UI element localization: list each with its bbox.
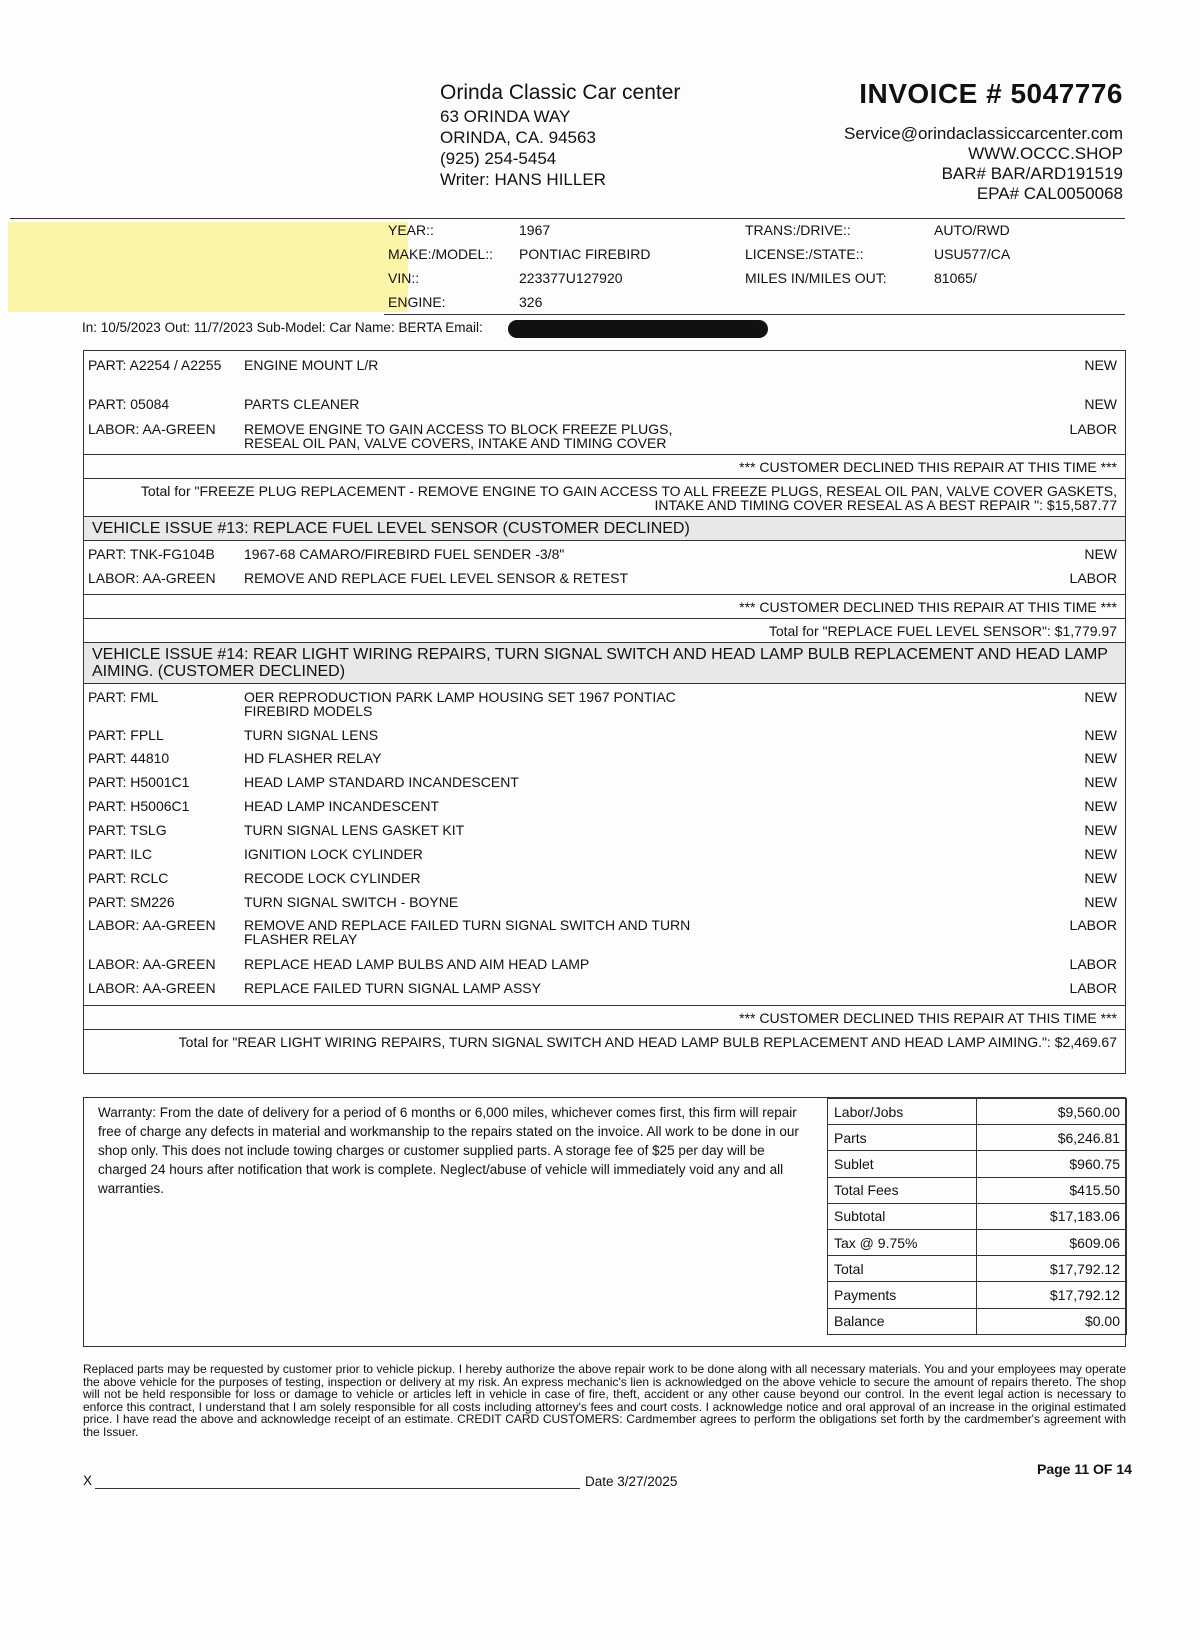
totals-label: Total: [828, 1256, 977, 1282]
item-type: NEW: [1084, 870, 1117, 886]
item-code: PART: A2254 / A2255: [88, 357, 222, 373]
shop-name: Orinda Classic Car center: [440, 81, 681, 104]
item-type: NEW: [1084, 357, 1117, 373]
totals-value: $17,792.12: [977, 1282, 1127, 1308]
totals-value: $17,183.06: [977, 1203, 1127, 1229]
totals-row: [828, 1125, 1127, 1151]
vin-label: VIN::: [388, 270, 420, 286]
item-type: NEW: [1084, 894, 1117, 910]
miles-value: 81065/: [934, 270, 977, 286]
highlight-redaction: [8, 222, 408, 312]
declined-message: *** CUSTOMER DECLINED THIS REPAIR AT THIS TIME ***: [739, 599, 1117, 615]
totals-value: $415.50: [977, 1177, 1127, 1203]
item-code: PART: ILC: [88, 846, 153, 862]
item-code: PART: H5006C1: [88, 798, 190, 814]
item-code: PART: TSLG: [88, 822, 167, 838]
item-type: LABOR: [1069, 917, 1117, 933]
totals-row: [828, 1256, 1127, 1282]
engine-value: 326: [519, 294, 543, 310]
item-desc: RECODE LOCK CYLINDER: [244, 870, 421, 886]
dates-line: In: 10/5/2023 Out: 11/7/2023 Sub-Model: Car Name: BERTA Email:: [82, 320, 483, 335]
item-desc: HEAD LAMP INCANDESCENT: [244, 798, 440, 814]
totals-value: $0.00: [977, 1308, 1127, 1334]
totals-row: [828, 1099, 1127, 1125]
legal-text: Replaced parts may be requested by customer prior to vehicle pickup. I hereby authorize the above repair work to be done along with all necessary materials. You and your employees may operate the above vehicle for the purposes of testing, inspection or delivery at my risk. An express mechanic's lien is acknowledged on the above vehicle to secure the amount of repairs thereto. The shop will not be held responsible for loss or damage to vehicle or articles left in vehicle in case of fire, theft, accident or any other cause beyond our control. In the event legal action is necessary to enforce this contract, I understand that I am solely responsible for all costs including attorney's fees and court costs. I acknowledge notice and oral approval of an increase in the original estimated price. I have read the above and acknowledge receipt of an estimate. CREDIT CARD CUSTOMERS: Cardmember agrees to perform the obligations set forth by the cardmember's agreement with the Issuer.: [83, 1362, 1126, 1439]
issue-14-header: [84, 642, 1125, 683]
issue-divider: [84, 683, 1125, 684]
issue-divider: [84, 540, 1125, 541]
invoice-header: [844, 78, 1123, 204]
line-items-box: [83, 350, 1126, 1074]
trans-value: AUTO/RWD: [934, 222, 1010, 238]
totals-label: Sublet: [828, 1151, 977, 1177]
totals-label: Total Fees: [828, 1177, 977, 1203]
totals-label: Tax @ 9.75%: [828, 1229, 977, 1255]
trans-label: TRANS:/DRIVE::: [745, 222, 851, 238]
total-row: [84, 1029, 1125, 1073]
totals-value: $9,560.00: [977, 1099, 1127, 1125]
totals-row: [828, 1203, 1127, 1229]
item-type: LABOR: [1069, 421, 1117, 437]
make-label: MAKE:/MODEL::: [388, 246, 494, 262]
item-desc: IGNITION LOCK CYLINDER: [244, 846, 423, 862]
total-row: [84, 478, 1125, 516]
item-type: NEW: [1084, 822, 1117, 838]
vin-value: 223377U127920: [519, 270, 623, 286]
issue-14-title: VEHICLE ISSUE #14: REAR LIGHT WIRING REPAIRS, TURN SIGNAL SWITCH AND HEAD LAMP BULB REPLACEMENT AND HEAD LAMP AIMING. (CUSTOMER DECLINED): [92, 646, 1108, 680]
item-code: LABOR: AA-GREEN: [88, 917, 216, 933]
year-value: 1967: [519, 222, 551, 238]
totals-label: Payments: [828, 1282, 977, 1308]
item-code: LABOR: AA-GREEN: [88, 421, 216, 437]
shop-email: Service@orindaclassiccarcenter.com: [844, 124, 1123, 143]
totals-value: $6,246.81: [977, 1125, 1127, 1151]
totals-label: Labor/Jobs: [828, 1099, 977, 1125]
bar-number: BAR# BAR/ARD191519: [941, 164, 1123, 183]
summary-box: [83, 1097, 1126, 1347]
item-desc: REMOVE AND REPLACE FUEL LEVEL SENSOR & RETEST: [244, 570, 629, 586]
item-desc: REPLACE FAILED TURN SIGNAL LAMP ASSY: [244, 980, 541, 996]
item-code: PART: FML: [88, 689, 159, 705]
item-desc: TURN SIGNAL SWITCH - BOYNE: [244, 894, 459, 910]
redaction-bar: [508, 320, 768, 338]
miles-label: MILES IN/MILES OUT:: [745, 270, 887, 286]
item-desc: HEAD LAMP STANDARD INCANDESCENT: [244, 774, 519, 790]
item-desc: 1967-68 CAMARO/FIREBIRD FUEL SENDER -3/8": [244, 546, 565, 562]
totals-row: [828, 1151, 1127, 1177]
item-desc: ENGINE MOUNT L/R: [244, 357, 379, 373]
item-type: NEW: [1084, 750, 1117, 766]
vehicle-divider: [384, 314, 1125, 315]
freeze-plug-total: Total for "FREEZE PLUG REPLACEMENT - REMOVE ENGINE TO GAIN ACCESS TO ALL FREEZE PLUGS, RESEAL OIL PAN, VALVE COVER GASKETS, INTAKE AND TIMING COVER RESEAL AS A BEST REPAIR ": $15,587.77: [140, 483, 1117, 513]
item-code: PART: SM226: [88, 894, 175, 910]
totals-row: [828, 1308, 1127, 1334]
item-code: LABOR: AA-GREEN: [88, 570, 216, 586]
signature-x: X: [83, 1473, 93, 1488]
item-desc: REMOVE AND REPLACE FAILED TURN SIGNAL SWITCH AND TURN FLASHER RELAY: [244, 917, 691, 947]
item-type: NEW: [1084, 689, 1117, 705]
totals-row: [828, 1229, 1127, 1255]
totals-table: [827, 1098, 1127, 1335]
shop-website: WWW.OCCC.SHOP: [968, 144, 1123, 163]
item-type: NEW: [1084, 546, 1117, 562]
item-desc: OER REPRODUCTION PARK LAMP HOUSING SET 1967 PONTIAC FIREBIRD MODELS: [244, 689, 676, 719]
engine-label: ENGINE:: [388, 294, 446, 310]
declined-message: *** CUSTOMER DECLINED THIS REPAIR AT THIS TIME ***: [739, 1010, 1117, 1026]
totals-value: $960.75: [977, 1151, 1127, 1177]
shop-city: ORINDA, CA. 94563: [440, 128, 596, 147]
item-desc: PARTS CLEANER: [244, 396, 360, 412]
item-type: NEW: [1084, 727, 1117, 743]
page-number: Page 11 OF 14: [1037, 1461, 1132, 1477]
item-type: NEW: [1084, 846, 1117, 862]
item-desc: HD FLASHER RELAY: [244, 750, 382, 766]
totals-value: $17,792.12: [977, 1256, 1127, 1282]
item-type: NEW: [1084, 774, 1117, 790]
issue-13-header: [84, 516, 1125, 540]
fuel-sensor-total: Total for "REPLACE FUEL LEVEL SENSOR": $1,779.97: [768, 623, 1117, 639]
warranty-text: Warranty: From the date of delivery for a period of 6 months or 6,000 miles, whichever comes first, this firm will repair free of charge any defects in material and workmanship to the repairs stated on the invoice. All work to be done in our shop only. This does not include towing charges or customer supplied parts. A storage fee of $25 per day will be charged 24 hours after notification that work is complete. Neglect/abuse of vehicle will immediately void any and all warranties.: [98, 1105, 799, 1196]
declined-row: [84, 454, 1125, 478]
declined-row: [84, 594, 1125, 618]
license-value: USU577/CA: [934, 246, 1011, 262]
item-code: PART: FPLL: [88, 727, 164, 743]
totals-label: Subtotal: [828, 1203, 977, 1229]
item-code: PART: 05084: [88, 396, 170, 412]
epa-number: EPA# CAL0050068: [976, 184, 1123, 203]
item-code: PART: TNK-FG104B: [88, 546, 215, 562]
issue-13-title: VEHICLE ISSUE #13: REPLACE FUEL LEVEL SENSOR (CUSTOMER DECLINED): [92, 520, 690, 537]
item-desc: REPLACE HEAD LAMP BULBS AND AIM HEAD LAMP: [244, 956, 590, 972]
make-value: PONTIAC FIREBIRD: [519, 246, 651, 262]
declined-row: [84, 1005, 1125, 1029]
totals-row: [828, 1177, 1127, 1203]
item-type: LABOR: [1069, 570, 1117, 586]
item-code: LABOR: AA-GREEN: [88, 956, 216, 972]
item-code: PART: 44810: [88, 750, 170, 766]
shop-writer: Writer: HANS HILLER: [440, 170, 606, 189]
item-type: LABOR: [1069, 956, 1117, 972]
signature-line: [95, 1488, 580, 1489]
shop-phone: (925) 254-5454: [440, 149, 557, 168]
header-divider: [10, 218, 1125, 219]
shop-info: [440, 80, 680, 190]
item-desc: REMOVE ENGINE TO GAIN ACCESS TO BLOCK FREEZE PLUGS, RESEAL OIL PAN, VALVE COVERS, INTAKE AND TIMING COVER: [244, 421, 673, 451]
item-type: NEW: [1084, 396, 1117, 412]
item-type: LABOR: [1069, 980, 1117, 996]
item-desc: TURN SIGNAL LENS GASKET KIT: [244, 822, 465, 838]
invoice-title: INVOICE # 5047776: [859, 78, 1123, 109]
totals-row: [828, 1282, 1127, 1308]
item-desc: TURN SIGNAL LENS: [244, 727, 379, 743]
totals-value: $609.06: [977, 1229, 1127, 1255]
item-type: NEW: [1084, 798, 1117, 814]
totals-label: Parts: [828, 1125, 977, 1151]
signature-date: Date 3/27/2025: [585, 1474, 678, 1489]
total-row: [84, 618, 1125, 642]
declined-message: *** CUSTOMER DECLINED THIS REPAIR AT THIS TIME ***: [739, 459, 1117, 475]
totals-label: Balance: [828, 1308, 977, 1334]
rear-light-total: Total for "REAR LIGHT WIRING REPAIRS, TURN SIGNAL SWITCH AND HEAD LAMP BULB REPLACEMENT AND HEAD LAMP AIMING.": $2,469.67: [178, 1034, 1117, 1050]
year-label: YEAR::: [388, 222, 434, 238]
license-label: LICENSE:/STATE::: [745, 246, 864, 262]
shop-street: 63 ORINDA WAY: [440, 107, 571, 126]
item-code: PART: H5001C1: [88, 774, 190, 790]
item-code: PART: RCLC: [88, 870, 169, 886]
item-code: LABOR: AA-GREEN: [88, 980, 216, 996]
